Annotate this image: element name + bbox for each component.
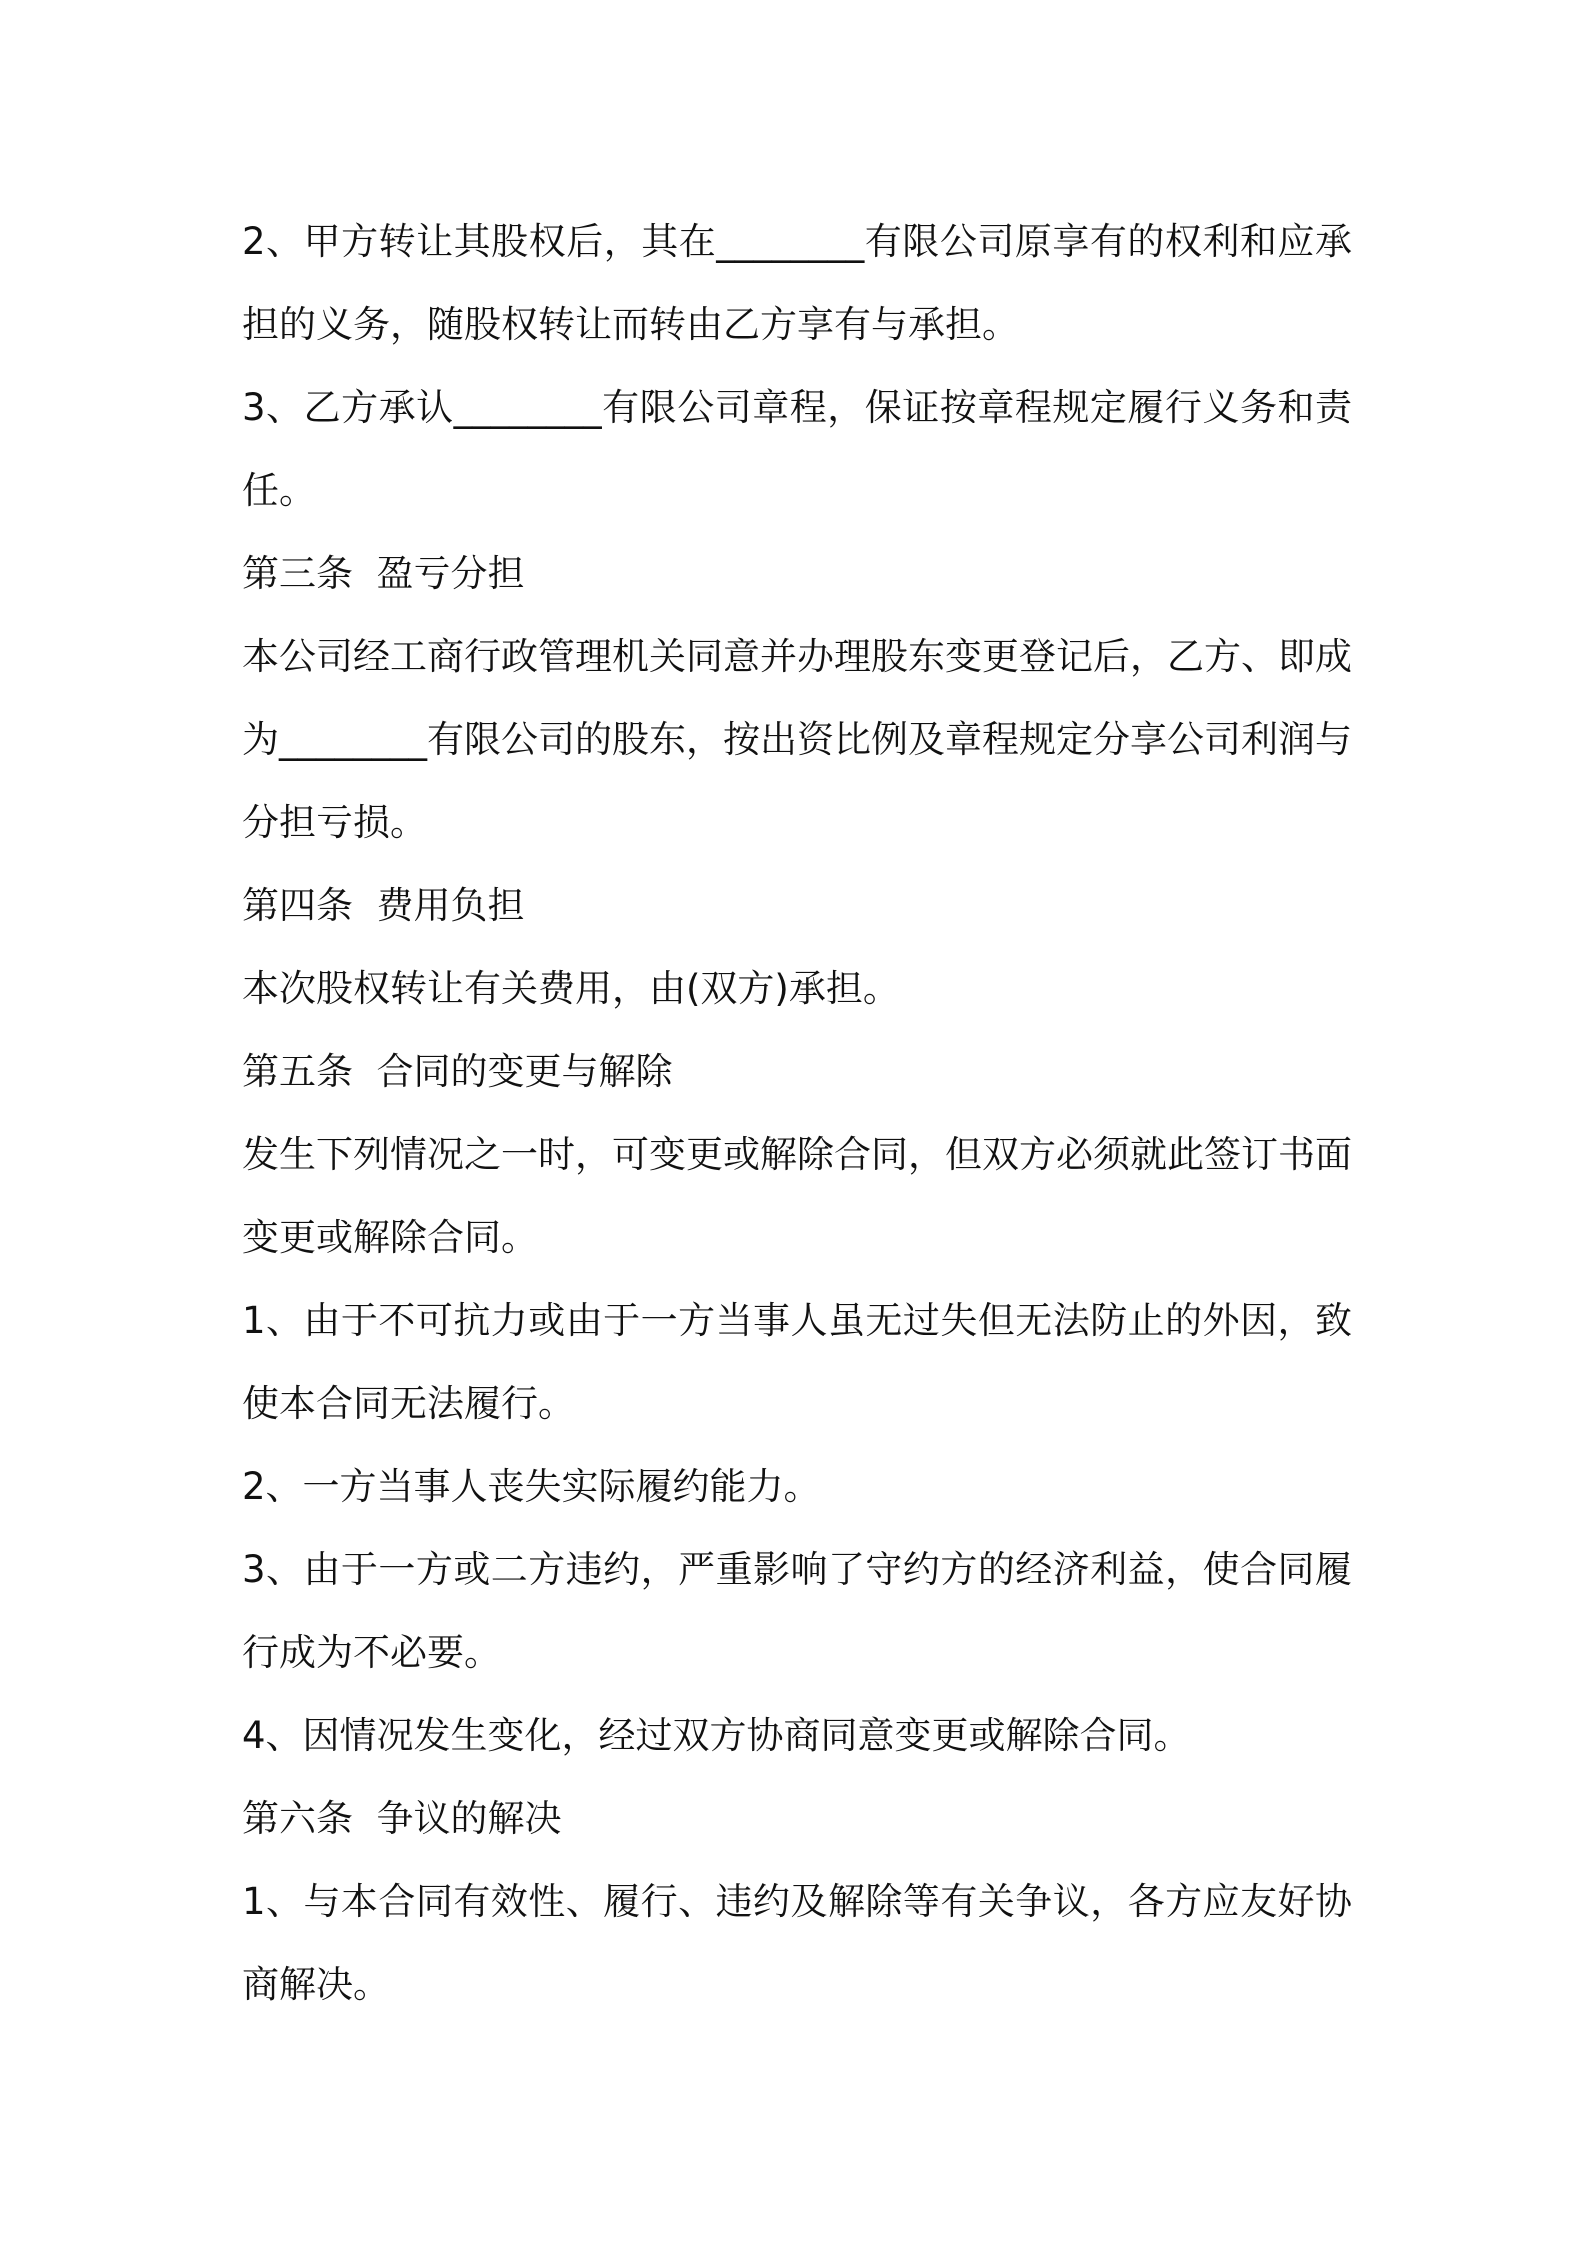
article-3-body: 本公司经工商行政管理机关同意并办理股东变更登记后，乙方、即成为________有限公司的股东，按出资比例及章程规定分享公司利润与分担亏损。: [242, 635, 1352, 844]
article-5-item-3: 3、由于一方或二方违约，严重影响了守约方的经济利益，使合同履行成为不必要。: [242, 1548, 1352, 1674]
article-5-item-1: 1、由于不可抗力或由于一方当事人虽无过失但无法防止的外因，致使本合同无法履行。: [242, 1299, 1352, 1425]
clause-3-accept-articles: 3、乙方承认________有限公司章程，保证按章程规定履行义务和责任。: [242, 386, 1352, 512]
article-5-heading: 第五条 合同的变更与解除: [242, 1050, 673, 1093]
article-5-item-2: 2、一方当事人丧失实际履约能力。: [242, 1465, 821, 1508]
document-body: [242, 200, 1352, 2026]
clause-2-rights-transfer: 2、甲方转让其股权后，其在________有限公司原享有的权利和应承担的义务，随股权转让而转由乙方享有与承担。: [242, 220, 1352, 346]
article-5-item-4: 4、因情况发生变化，经过双方协商同意变更或解除合同。: [242, 1714, 1191, 1757]
article-3-heading: 第三条 盈亏分担: [242, 552, 525, 595]
article-6-item-1: 1、与本合同有效性、履行、违约及解除等有关争议，各方应友好协商解决。: [242, 1880, 1352, 2006]
article-4-heading: 第四条 费用负担: [242, 884, 525, 927]
article-5-intro: 发生下列情况之一时，可变更或解除合同，但双方必须就此签订书面变更或解除合同。: [242, 1133, 1352, 1259]
article-6-heading: 第六条 争议的解决: [242, 1797, 562, 1840]
article-4-body: 本次股权转让有关费用，由(双方)承担。: [242, 967, 900, 1010]
